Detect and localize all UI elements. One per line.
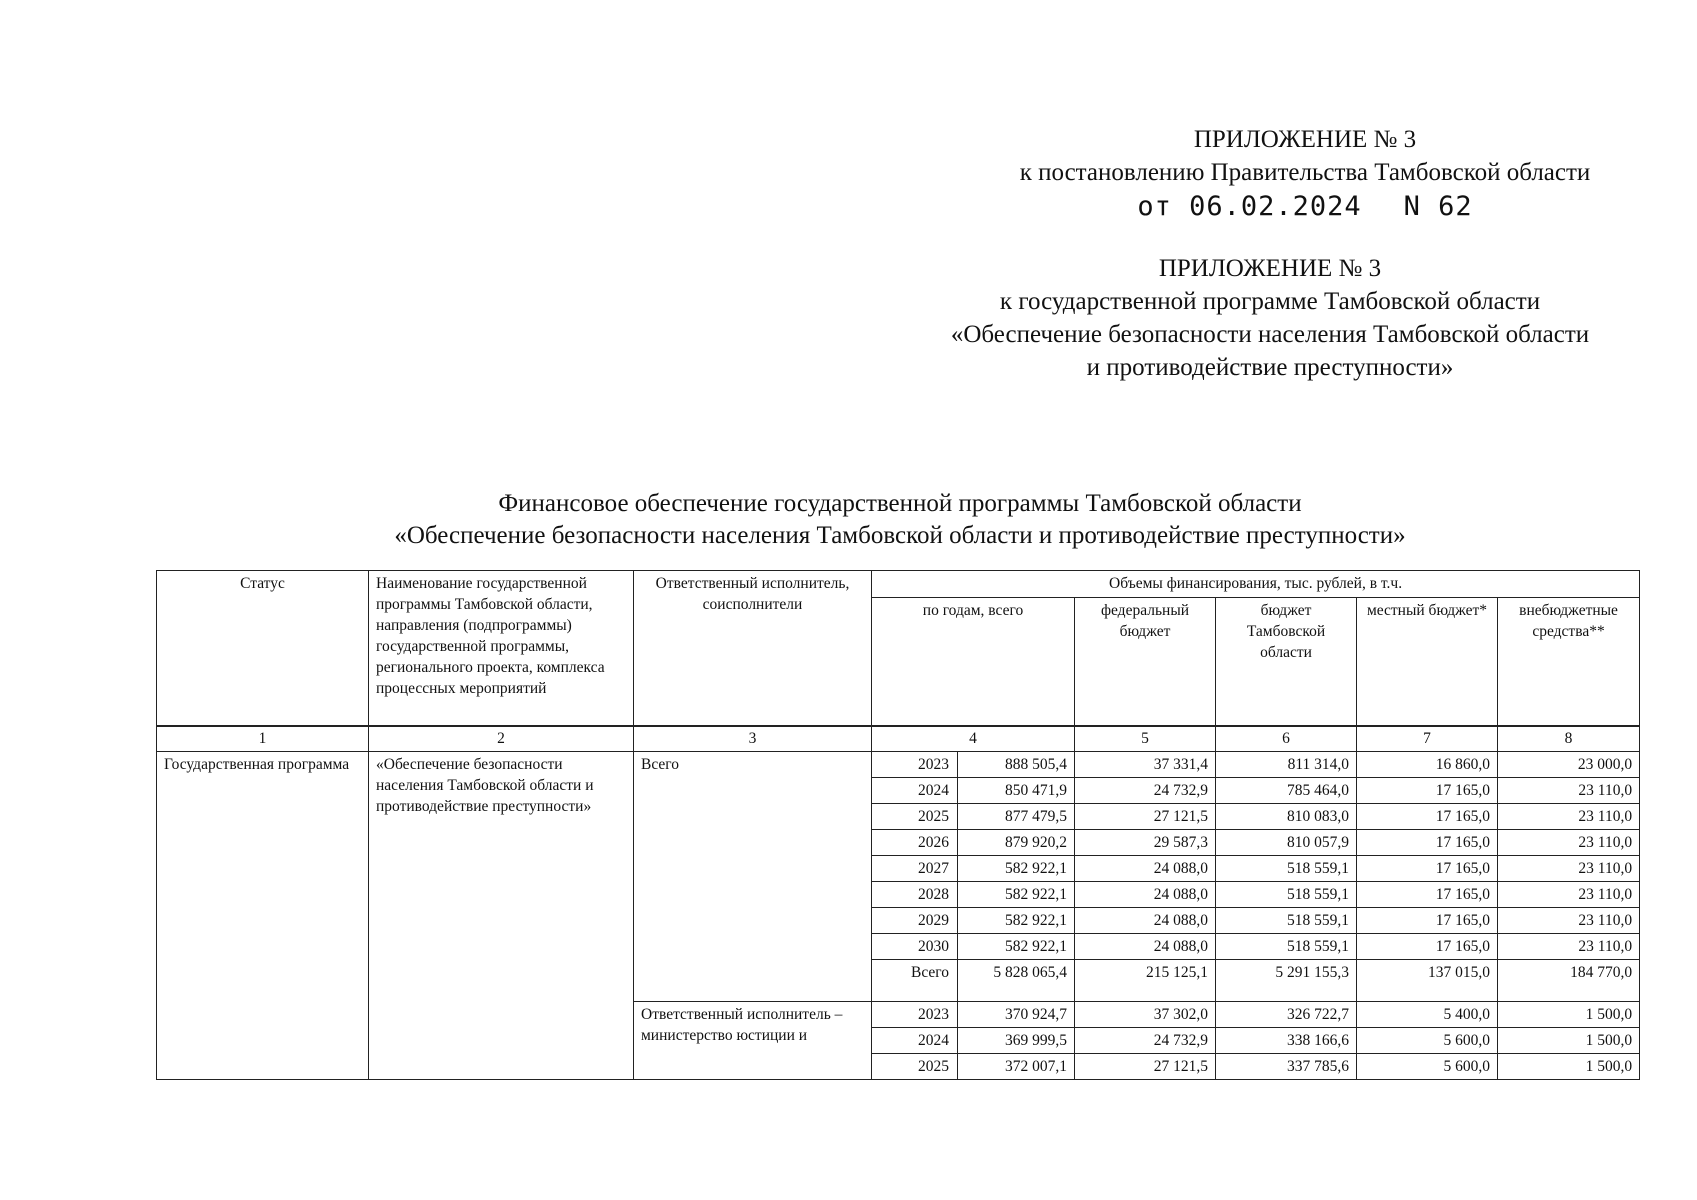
header-executor: Ответственный исполнитель, соисполнители [634, 571, 872, 727]
regional-cell: 338 166,6 [1216, 1028, 1357, 1054]
column-number: 1 [157, 726, 369, 752]
total-cell: 850 471,9 [958, 778, 1075, 804]
regional-cell: 518 559,1 [1216, 908, 1357, 934]
regional-cell: 785 464,0 [1216, 778, 1357, 804]
header-extrabudgetary: внебюджетные средства** [1498, 598, 1640, 727]
regional-cell: 518 559,1 [1216, 856, 1357, 882]
header-regional: бюджет Тамбовской области [1216, 598, 1357, 727]
year-cell: Всего [872, 960, 958, 1002]
federal-cell: 24 088,0 [1075, 908, 1216, 934]
year-cell: 2023 [872, 1002, 958, 1028]
federal-cell: 27 121,5 [1075, 804, 1216, 830]
local-cell: 17 165,0 [1357, 856, 1498, 882]
appendix-reference: к государственной программе Тамбовской области [999, 288, 1541, 315]
total-cell: 879 920,2 [958, 830, 1075, 856]
total-cell: 877 479,5 [958, 804, 1075, 830]
year-cell: 2024 [872, 1028, 958, 1054]
total-cell: 370 924,7 [958, 1002, 1075, 1028]
local-cell: 17 165,0 [1357, 830, 1498, 856]
year-cell: 2023 [872, 752, 958, 778]
regional-cell: 5 291 155,3 [1216, 960, 1357, 1002]
header-funding-volumes: Объемы финансирования, тыс. рублей, в т.ч. [872, 571, 1640, 598]
federal-cell: 24 732,9 [1075, 778, 1216, 804]
column-number: 4 [872, 726, 1075, 752]
total-cell: 582 922,1 [958, 856, 1075, 882]
document-title [150, 488, 1650, 552]
extrabudgetary-cell: 1 500,0 [1498, 1028, 1640, 1054]
extrabudgetary-cell: 23 110,0 [1498, 856, 1640, 882]
appendix-block-resolution [955, 123, 1655, 222]
header-status: Статус [157, 571, 369, 727]
extrabudgetary-cell: 23 110,0 [1498, 882, 1640, 908]
year-cell: 2025 [872, 1054, 958, 1080]
program-name-cell: «Обеспечение безопасности населения Тамбовской области и противодействие преступности» [369, 752, 634, 1080]
header-name: Наименование государственной программы Тамбовской области, направления (подпрограммы) государственной программы, регионального проекта, комплекса процессных мероприятий [369, 571, 634, 727]
appendix-heading: ПРИЛОЖЕНИЕ № 3 [1158, 255, 1382, 282]
local-cell: 17 165,0 [1357, 908, 1498, 934]
header-federal: федеральный бюджет [1075, 598, 1216, 727]
column-number: 8 [1498, 726, 1640, 752]
local-cell: 5 600,0 [1357, 1028, 1498, 1054]
regional-cell: 518 559,1 [1216, 934, 1357, 960]
year-cell: 2026 [872, 830, 958, 856]
financing-table [156, 570, 1640, 1080]
header-local: местный бюджет* [1357, 598, 1498, 727]
local-cell: 5 600,0 [1357, 1054, 1498, 1080]
federal-cell: 215 125,1 [1075, 960, 1216, 1002]
year-cell: 2025 [872, 804, 958, 830]
regional-cell: 810 083,0 [1216, 804, 1357, 830]
federal-cell: 24 088,0 [1075, 856, 1216, 882]
extrabudgetary-cell: 23 110,0 [1498, 804, 1640, 830]
extrabudgetary-cell: 184 770,0 [1498, 960, 1640, 1002]
column-number: 6 [1216, 726, 1357, 752]
title-line: Финансовое обеспечение государственной программы Тамбовской области [498, 490, 1302, 517]
title-line: «Обеспечение безопасности населения Тамбовской области и противодействие преступности» [394, 522, 1406, 549]
appendix-block-program [880, 252, 1660, 384]
local-cell: 17 165,0 [1357, 934, 1498, 960]
federal-cell: 29 587,3 [1075, 830, 1216, 856]
year-cell: 2029 [872, 908, 958, 934]
appendix-reference: к постановлению Правительства Тамбовской области [1019, 159, 1591, 186]
year-cell: 2030 [872, 934, 958, 960]
extrabudgetary-cell: 1 500,0 [1498, 1002, 1640, 1028]
column-number: 2 [369, 726, 634, 752]
total-cell: 582 922,1 [958, 882, 1075, 908]
extrabudgetary-cell: 23 110,0 [1498, 934, 1640, 960]
resolution-date: от 06.02.2024 [1137, 191, 1362, 222]
extrabudgetary-cell: 23 000,0 [1498, 752, 1640, 778]
federal-cell: 24 088,0 [1075, 882, 1216, 908]
year-cell: 2024 [872, 778, 958, 804]
column-number: 7 [1357, 726, 1498, 752]
column-number: 3 [634, 726, 872, 752]
total-cell: 888 505,4 [958, 752, 1075, 778]
total-cell: 582 922,1 [958, 908, 1075, 934]
year-cell: 2028 [872, 882, 958, 908]
program-name-line: и противодействие преступности» [1086, 354, 1454, 381]
executor-cell: Ответственный исполнитель – министерство юстиции и [634, 1002, 872, 1080]
header-by-year: по годам, всего [872, 598, 1075, 727]
federal-cell: 24 732,9 [1075, 1028, 1216, 1054]
total-cell: 372 007,1 [958, 1054, 1075, 1080]
extrabudgetary-cell: 23 110,0 [1498, 830, 1640, 856]
local-cell: 16 860,0 [1357, 752, 1498, 778]
total-cell: 582 922,1 [958, 934, 1075, 960]
federal-cell: 27 121,5 [1075, 1054, 1216, 1080]
handwritten-date-number [1137, 191, 1472, 222]
program-name-line: «Обеспечение безопасности населения Тамбовской области [950, 321, 1590, 348]
total-cell: 369 999,5 [958, 1028, 1075, 1054]
column-number: 5 [1075, 726, 1216, 752]
table-row [157, 752, 1640, 778]
column-number-row [157, 726, 1640, 752]
federal-cell: 37 331,4 [1075, 752, 1216, 778]
regional-cell: 811 314,0 [1216, 752, 1357, 778]
executor-cell: Всего [634, 752, 872, 1002]
appendix-heading: ПРИЛОЖЕНИЕ № 3 [1193, 126, 1417, 153]
local-cell: 17 165,0 [1357, 778, 1498, 804]
table-body [157, 752, 1640, 1080]
local-cell: 5 400,0 [1357, 1002, 1498, 1028]
year-cell: 2027 [872, 856, 958, 882]
resolution-number: N 62 [1403, 191, 1473, 222]
extrabudgetary-cell: 23 110,0 [1498, 908, 1640, 934]
status-cell: Государственная программа [157, 752, 369, 1080]
extrabudgetary-cell: 1 500,0 [1498, 1054, 1640, 1080]
regional-cell: 337 785,6 [1216, 1054, 1357, 1080]
federal-cell: 37 302,0 [1075, 1002, 1216, 1028]
extrabudgetary-cell: 23 110,0 [1498, 778, 1640, 804]
regional-cell: 326 722,7 [1216, 1002, 1357, 1028]
local-cell: 17 165,0 [1357, 804, 1498, 830]
federal-cell: 24 088,0 [1075, 934, 1216, 960]
local-cell: 137 015,0 [1357, 960, 1498, 1002]
regional-cell: 810 057,9 [1216, 830, 1357, 856]
total-cell: 5 828 065,4 [958, 960, 1075, 1002]
local-cell: 17 165,0 [1357, 882, 1498, 908]
regional-cell: 518 559,1 [1216, 882, 1357, 908]
